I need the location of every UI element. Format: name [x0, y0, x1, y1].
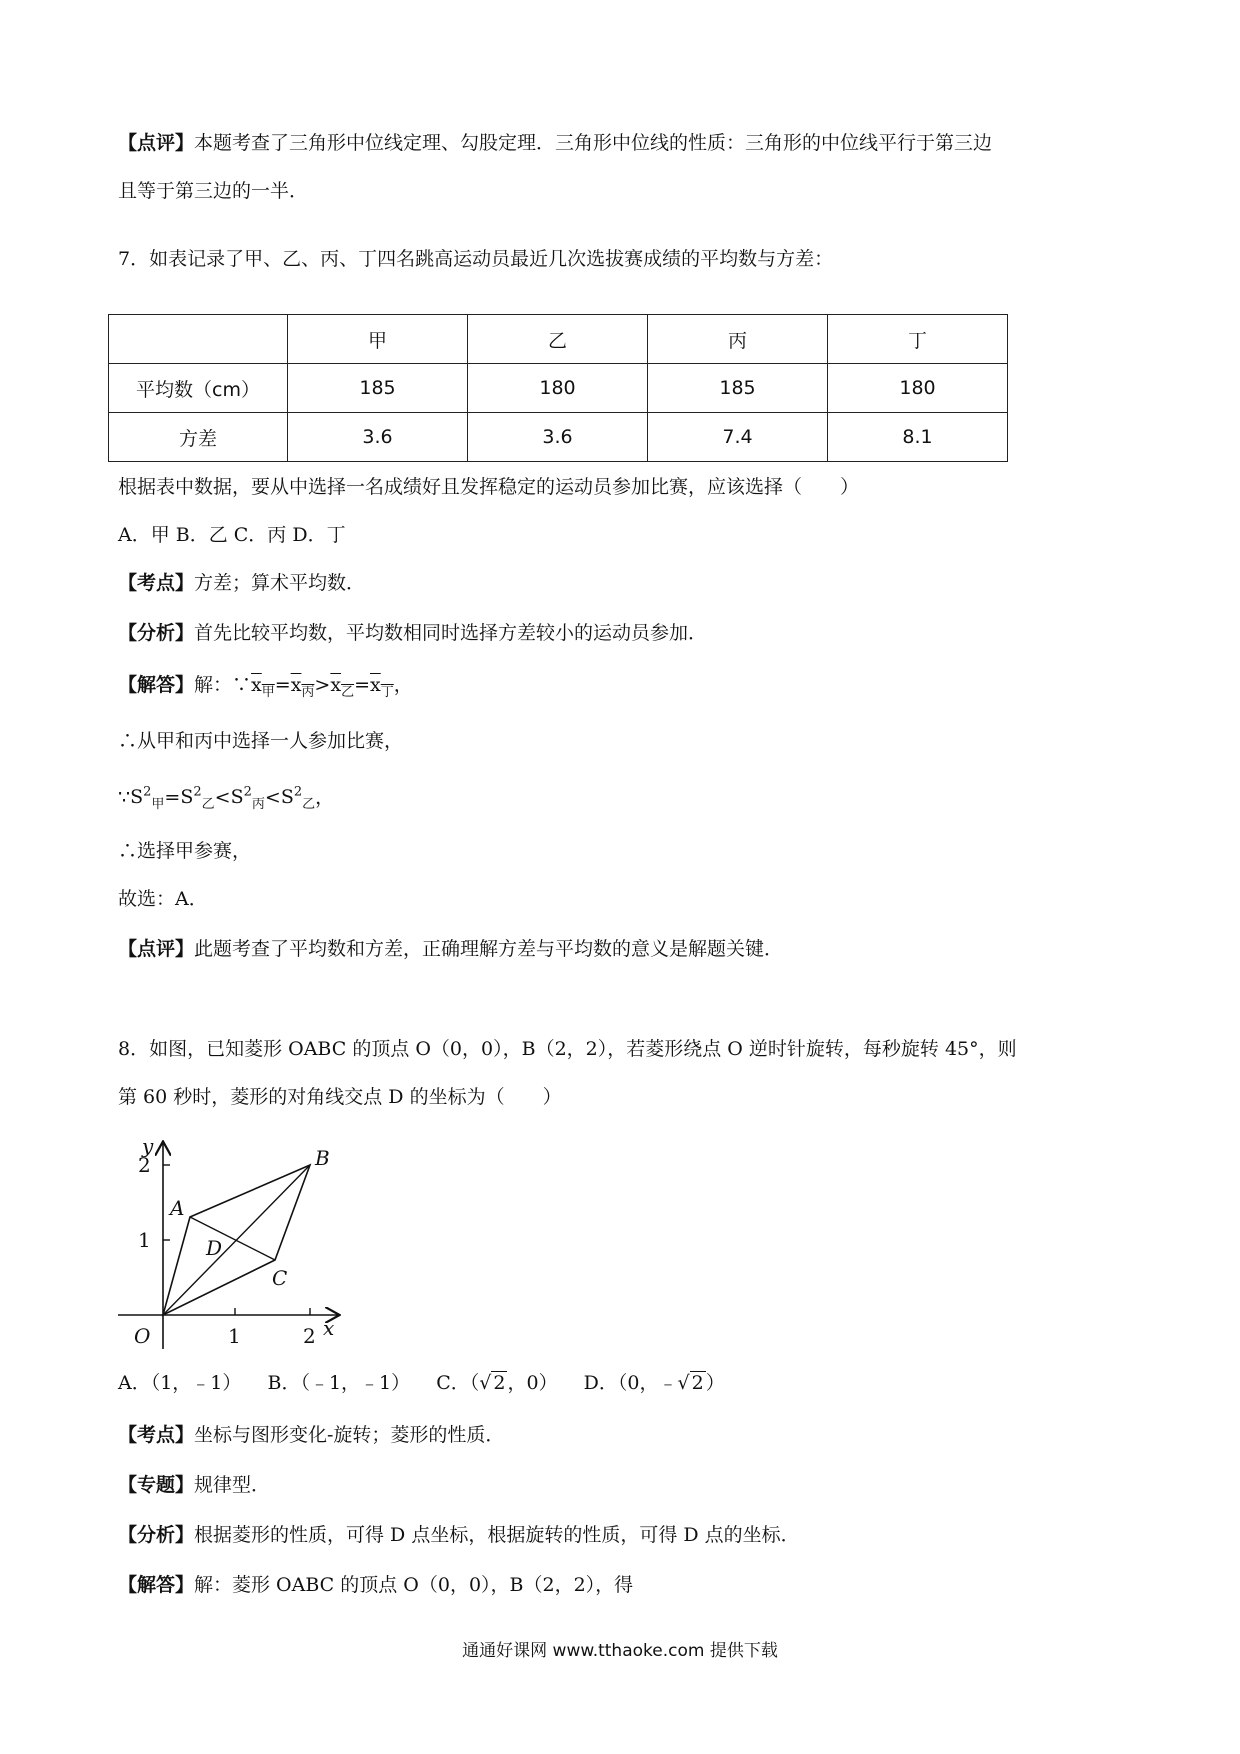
q7-step4: ∴选择甲参赛， [118, 840, 252, 862]
table-row [109, 364, 1008, 413]
zhuanti-tag: 【专题】 [118, 1474, 195, 1496]
q8-jieda [118, 1572, 633, 1598]
rhombus-figure [110, 1135, 350, 1355]
op: > [314, 674, 331, 696]
q8-options [118, 1370, 725, 1396]
q7-step2: ∴从甲和丙中选择一人参加比赛， [118, 730, 404, 752]
q8-stem-2: 第 60 秒时，菱形的对角线交点 D 的坐标为（ ） [118, 1086, 562, 1108]
table-cell: 丁 [828, 315, 1008, 364]
table-cell: 185 [288, 364, 468, 413]
mean-x: $x_丁$ [370, 674, 394, 700]
diagonal-ac [190, 1217, 275, 1260]
q7-options: A．甲 B．乙 C．丙 D．丁 [118, 524, 346, 546]
q8-fenxi [118, 1522, 800, 1548]
fenxi-text: 根据菱形的性质，可得 D 点坐标，根据旋转的性质，可得 D 点的坐标． [194, 1524, 800, 1546]
q8-stem-1: 8．如图，已知菱形 OABC 的顶点 O（0，0），B（2，2），若菱形绕点 O 逆时针旋转，每秒旋转 45°，则 [118, 1038, 1017, 1060]
table-cell: 185 [648, 364, 828, 413]
table-cell: 甲 [288, 315, 468, 364]
table-cell: 方差 [109, 413, 288, 462]
jieda-tag: 【解答】 [118, 1574, 195, 1596]
comment-line-1 [118, 130, 992, 156]
q8-kaodian [118, 1422, 504, 1448]
jieda-tag: 【解答】 [118, 674, 195, 696]
option-b: B．（﹣1，﹣1） [267, 1372, 411, 1394]
option-d: D．（0，﹣√ 2 ） [583, 1372, 725, 1394]
tick-x-1: 1 [228, 1324, 241, 1348]
q7-fenxi [118, 620, 707, 646]
fenxi-text: 首先比较平均数，平均数相同时选择方差较小的运动员参加． [194, 622, 708, 644]
q8-zhuanti [118, 1472, 270, 1498]
jieda-prefix: 解：∵ [194, 674, 252, 696]
scores-table [108, 314, 1008, 462]
point-c-label: C [272, 1266, 288, 1290]
q7-step3: $\because S^2_甲=S^2_乙<S^2_丙<S^2_乙$， [118, 785, 335, 813]
zhuanti-text: 规律型． [194, 1474, 271, 1496]
table-cell: 7.4 [648, 413, 828, 462]
op: = [354, 674, 370, 696]
comment-line-2: 且等于第三边的一半． [118, 180, 309, 202]
q7-kaodian [118, 570, 365, 596]
mean-x: $x_甲$ [251, 674, 275, 700]
variance: $S^2_丙$ [230, 785, 265, 813]
tick-x-2: 2 [303, 1324, 316, 1348]
q7-question: 根据表中数据，要从中选择一名成绩好且发挥稳定的运动员参加比赛，应该选择（ ） [118, 476, 860, 498]
y-axis-label: y [142, 1135, 154, 1158]
kaodian-tag: 【考点】 [118, 572, 195, 594]
op: = [274, 674, 291, 696]
table-cell: 平均数（cm） [109, 364, 288, 413]
kaodian-text: 方差；算术平均数． [194, 572, 366, 594]
variance: $S^2_甲$ [130, 785, 165, 813]
table-cell: 180 [468, 364, 648, 413]
jieda-text: 解：菱形 OABC 的顶点 O（0，0），B（2，2），得 [194, 1574, 634, 1596]
table-cell: 3.6 [288, 413, 468, 462]
mean-x: $x_乙$ [330, 674, 355, 700]
kaodian-text: 坐标与图形变化-旋转；菱形的性质． [194, 1424, 505, 1446]
table-cell: 乙 [468, 315, 648, 364]
table-cell: 180 [828, 364, 1008, 413]
table-cell: 8.1 [828, 413, 1008, 462]
variance: $S^2_乙$ [180, 785, 215, 813]
fenxi-tag: 【分析】 [118, 1524, 195, 1546]
mean-x: $x_丙$ [290, 674, 315, 700]
tick-y-2: 2 [138, 1153, 151, 1177]
fenxi-tag: 【分析】 [118, 622, 195, 644]
comment-text-1: 本题考查了三角形中位线定理、勾股定理．三角形中位线的性质：三角形的中位线平行于第三边 [194, 132, 993, 154]
x-axis-label: x [323, 1316, 335, 1340]
kaodian-tag: 【考点】 [118, 1424, 195, 1446]
table-cell: 丙 [648, 315, 828, 364]
point-a-label: A [170, 1196, 185, 1220]
option-a: A．（1，﹣1） [118, 1372, 242, 1394]
point-d-label: D [206, 1236, 223, 1260]
origin-label: O [134, 1324, 151, 1348]
q7-dianping [118, 936, 783, 962]
point-b-label: B [315, 1146, 330, 1170]
variance: $S^2_乙$ [280, 785, 316, 813]
dianping-text: 此题考查了平均数和方差，正确理解方差与平均数的意义是解题关键． [194, 938, 784, 960]
table-cell: 3.6 [468, 413, 648, 462]
q7-jieda: 【解答】解：$\because x_甲=x_丙>x_乙=x_丁$， [118, 674, 413, 700]
option-c: C．（√ 2 ，0） [436, 1372, 558, 1394]
page-footer: 通通好课网 www.tthaoke.com 提供下载 [462, 1641, 778, 1661]
table-cell [109, 315, 288, 364]
table-header-row [109, 315, 1008, 364]
q7-stem: 7．如表记录了甲、乙、丙、丁四名跳高运动员最近几次选拔赛成绩的平均数与方差： [118, 248, 834, 270]
comment-tag: 【点评】 [118, 132, 195, 154]
table-row [109, 413, 1008, 462]
tick-y-1: 1 [138, 1228, 151, 1252]
q7-step5: 故选：A． [118, 888, 208, 910]
dianping-tag: 【点评】 [118, 938, 195, 960]
